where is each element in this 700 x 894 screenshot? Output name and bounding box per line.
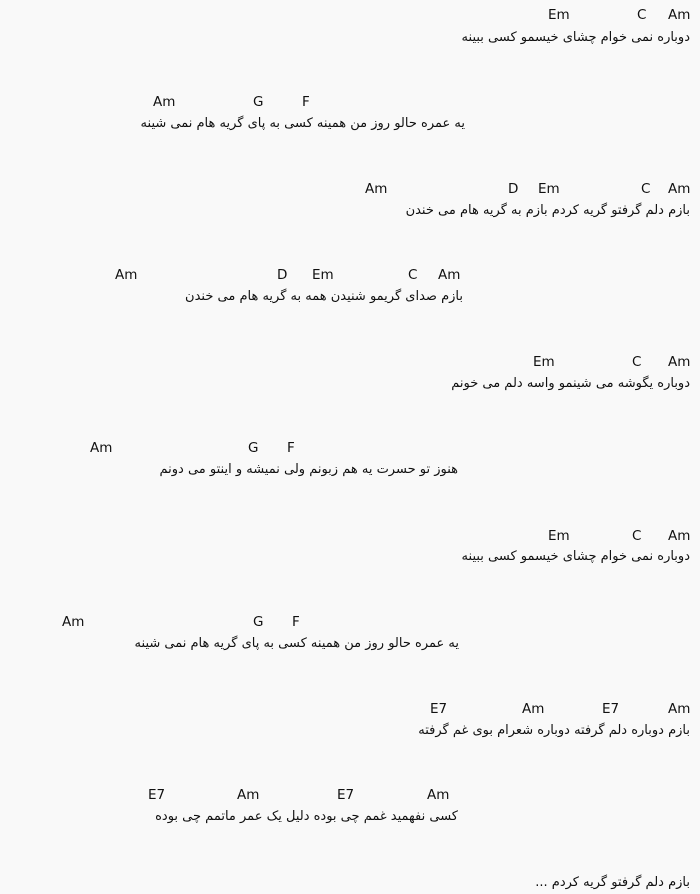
lyric-line: هنوز تو حسرت یه هم زبونم ولی نمیشه و اینتو می دونم [159,462,458,477]
chord: Am [237,787,260,803]
lyric-line: بازم صدای گریمو شنیدن همه به گریه هام می خندن [185,289,463,304]
chord: C [632,528,642,544]
lyric-line: یه عمره حالو روز من همینه کسی به پای گریه هام نمی شینه [140,116,465,131]
lyric-line: بازم دلم گرفتو گریه کردم بازم به گریه هام می خندن [405,203,690,218]
chord-line [0,439,700,457]
chord: C [637,7,647,23]
lyric-line: دوباره نمی خوام چشای خیسمو کسی ببینه [461,30,690,45]
chord: G [253,614,264,630]
chord: Am [668,354,691,370]
chord: Em [312,267,334,283]
chord: E7 [430,701,448,717]
lyric-line: کسی نفهمید غمم چی بوده دلیل یک عمر ماتمم چی بوده [155,809,458,824]
chord-line [0,353,700,371]
chord: Am [62,614,85,630]
chord: F [302,94,310,110]
lyric-line-final: بازم دلم گرفتو گریه کردم ... [535,875,690,890]
chord-line [0,266,700,284]
lyric-line: بازم دوباره دلم گرفته دوباره شعرام بوی غم گرفته [418,723,690,738]
lyric-line: یه عمره حالو روز من همینه کسی به پای گریه هام نمی شینه [134,636,459,651]
chord: F [292,614,300,630]
chord: Am [438,267,461,283]
chord: Em [548,7,570,23]
chord-line [0,613,700,631]
chord-line [0,700,700,718]
chord: Am [427,787,450,803]
chord: Em [538,181,560,197]
chord: G [248,440,259,456]
chord: Am [90,440,113,456]
chord: E7 [148,787,166,803]
chord: D [508,181,519,197]
chord: C [408,267,418,283]
chord: D [277,267,288,283]
chord: Am [668,181,691,197]
chord: C [641,181,651,197]
chord: G [253,94,264,110]
chord: Em [533,354,555,370]
chord: E7 [337,787,355,803]
chord: Am [365,181,388,197]
chord: E7 [602,701,620,717]
lyric-line: دوباره یگوشه می شینمو واسه دلم می خونم [451,376,690,391]
chord-line [0,6,700,24]
chord: C [632,354,642,370]
chord-line [0,527,700,545]
chord-line [0,180,700,198]
lyric-line: دوباره نمی خوام چشای خیسمو کسی ببینه [461,549,690,564]
chord: Am [153,94,176,110]
chord: F [287,440,295,456]
chord: Am [522,701,545,717]
chord-line [0,93,700,111]
chord-line [0,786,700,804]
chord: Am [668,701,691,717]
chord: Am [668,528,691,544]
chord: Am [115,267,138,283]
chord: Am [668,7,691,23]
chord: Em [548,528,570,544]
